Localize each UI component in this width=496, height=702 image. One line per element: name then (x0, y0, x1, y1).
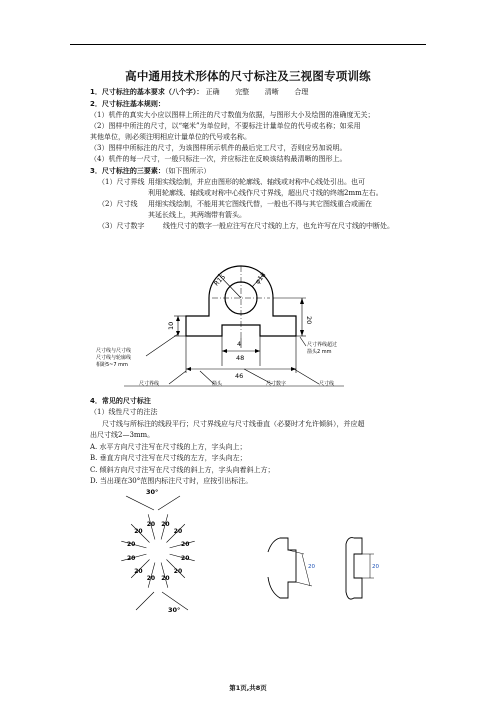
arrowhead (300, 330, 304, 336)
paragraph-1a: 尺寸线与所标注的线段平行；尺寸界线应与尺寸线垂直（必要时才允许倾斜），并应超 (102, 420, 365, 428)
rule-c: C. 倾斜方向尺寸注写在尺寸线的斜上方，字头向着斜上方； (90, 466, 275, 474)
leader-left-note (146, 334, 178, 356)
arrowhead (186, 367, 191, 371)
label-48: 48 (236, 354, 245, 362)
angle-label-top: 30° (146, 488, 159, 496)
note-left-3: 相距5~7 mm (96, 362, 128, 368)
section-1-heading: 1．尺寸标注的基本要求（八个字）： (90, 88, 204, 96)
note-right-1: 尺寸界线超过 (307, 342, 338, 348)
element-2-text-a: 用细实线绘制，不能用其它图线代替，一般也不得与其它图线重合或画在 (148, 200, 372, 208)
section-3-note: （如下图所示） (164, 167, 211, 175)
radial-dimension-label: 20 (161, 575, 170, 583)
element-1-text-a: 用细实线绘制，并应由图形的轮廓线、轴线或对称中心线处引出。也可 (148, 178, 365, 186)
radial-dimension-label: 20 (173, 567, 183, 575)
page-footer: 第1页,共8页 (229, 684, 267, 692)
requirement-3: 清晰 (264, 88, 279, 96)
leader-boundary (169, 371, 186, 384)
label-boundary: 尺寸界线 (139, 381, 160, 387)
radial-dimension-figure (96, 488, 236, 614)
page-title: 高中通用技术形体的尺寸标注及三视图专项训练 (125, 69, 371, 83)
part-left-outline (268, 538, 296, 598)
section-3 (90, 167, 210, 176)
label-arrow: 箭头 (212, 381, 223, 387)
label-4: 4 (237, 340, 242, 348)
element-1-text-b: 利用轮廓线、轴线或对称中心线作尺寸界线，超出尺寸线的终端2mm左右。 (148, 189, 383, 197)
requirement-2: 完整 (235, 88, 250, 96)
header-rule (70, 44, 426, 45)
element-2-label: （2）尺寸线 (98, 200, 138, 208)
arrowhead (291, 367, 296, 371)
part-right-outline (346, 538, 362, 600)
rule-3: （3）图样中所标注的尺寸，为该图样所示机件的最后完工尺寸，否则应另加说明。 (90, 144, 347, 152)
rule-1: （1）机件的真实大小应以图样上所注的尺寸数值为依据，与图形大小及绘图的准确度无关； (90, 111, 375, 119)
rule-2a: （2）图样中所注的尺寸，以“毫米”为单位时，不要标注计量单位的代号或名称；如采用 (90, 122, 361, 130)
label-phi18: φ18 (253, 270, 268, 286)
stepped-part-figure (266, 532, 386, 614)
section-2-heading: 2．尺寸标注基本规则： (90, 100, 165, 108)
radial-dimension-label: 20 (134, 567, 143, 575)
label-dimline: 尺寸线 (319, 381, 335, 387)
dim-line-inclined (302, 554, 310, 586)
radial-dimension-label: 20 (181, 540, 190, 548)
section-3-heading: 3．尺寸标注的三要素： (90, 167, 165, 175)
angle-label-bottom: 30° (168, 606, 181, 614)
note-right-2: 箭头2 mm (307, 349, 332, 355)
rule-d: D. 当出现在30°范围内标注尺寸时，应按引出标注。 (90, 477, 253, 485)
label-20-left: 20 (308, 564, 315, 570)
radial-dimension-label: 20 (181, 555, 190, 563)
radial-dimension-label: 20 (173, 528, 183, 536)
radial-dimension-label: 20 (146, 575, 156, 583)
label-10: 10 (167, 321, 175, 330)
angle-line-top-left (126, 496, 154, 510)
section-4-heading: 4．常见的尺寸标注 (90, 397, 151, 405)
rule-2b: 其他单位，则必须注明相应计量单位的代号或名称。 (90, 133, 251, 141)
label-20-right: 20 (372, 564, 379, 570)
arrowhead (300, 298, 304, 304)
note-left-2: 尺寸线与轮廓线 (96, 355, 132, 361)
label-46: 46 (235, 372, 244, 380)
paragraph-1b: 出尺寸线2—3mm。 (90, 431, 155, 439)
section-1 (90, 88, 308, 97)
arrowhead (255, 349, 260, 353)
leader-dimline (294, 369, 319, 384)
radial-dimension-label: 20 (146, 520, 156, 528)
element-3-label: （3）尺寸数字 (98, 222, 145, 230)
requirement-4: 合理 (294, 88, 309, 96)
rule-4: （4）机件的每一尺寸，一般只标注一次，并应标注在反映该结构最清晰的图形上。 (90, 155, 347, 163)
rule-a: A. 水平方向尺寸注写在尺寸线的上方，字头向上； (90, 443, 247, 451)
label-r15: R15 (212, 272, 228, 288)
radial-dimension-label: 20 (134, 528, 143, 536)
requirement-1: 正确 (205, 88, 220, 96)
radial-dimension-label: 20 (126, 555, 136, 563)
section-4-sub1: （1）线性尺寸的注法 (90, 408, 158, 416)
dimension-figure (94, 238, 404, 396)
label-number: 尺寸数字 (266, 381, 287, 387)
element-1-label: （1）尺寸界线 (98, 178, 145, 186)
angle-line-bottom-left (136, 592, 154, 610)
radial-dimension-label: 20 (161, 520, 170, 528)
angle-line-top-right (158, 496, 180, 510)
leader-right-note (300, 337, 306, 346)
element-3-text: 线性尺寸的数字一般应注写在尺寸线的上方，也允许写在尺寸线的中断处。 (163, 222, 394, 230)
label-20: 20 (305, 316, 313, 325)
note-left-1: 尺寸线与尺寸线 (96, 348, 132, 354)
rule-b: B. 垂直方向尺寸注写在尺寸线的左方，字头向左； (90, 454, 247, 462)
arrowhead (222, 349, 227, 353)
radial-dimension-label: 20 (126, 540, 136, 548)
arrowhead (176, 316, 180, 321)
element-2-text-b: 其延长线上，其两端带有箭头。 (148, 211, 246, 219)
